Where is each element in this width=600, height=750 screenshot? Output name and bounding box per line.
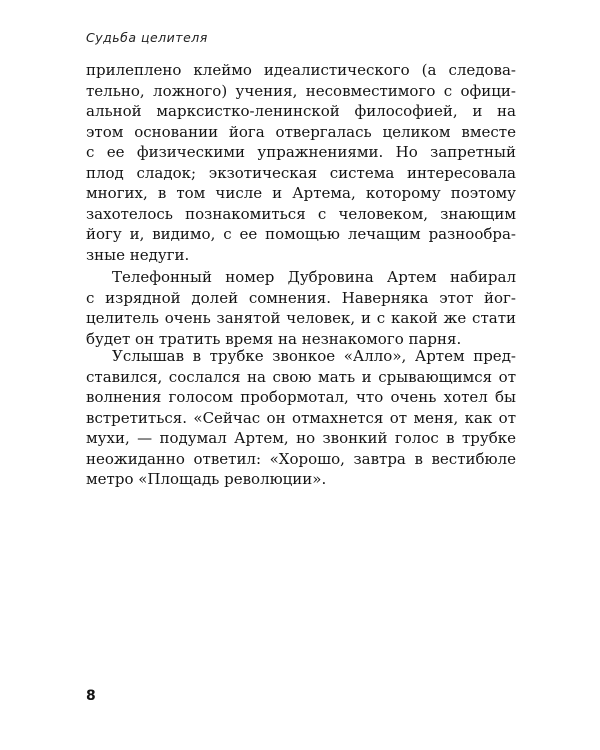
text-line: будет он тратить время на незнакомого парня. <box>86 329 462 348</box>
text-line: волнения голосом пробормотал, что очень хотел бы <box>86 388 516 406</box>
text-line: этом основании йога отвергалась целиком вместе <box>86 122 516 141</box>
text-line: неожиданно ответил: «Хорошо, завтра в вестибюле <box>86 449 516 468</box>
page-number: 8 <box>86 688 96 704</box>
paragraph-1 <box>86 60 516 265</box>
text-line: Телефонный номер Дубровина Артем набирал <box>112 268 516 286</box>
text-line: захотелось познакомиться с человеком, знающим <box>86 204 516 223</box>
text-line: Услышав в трубке звонкое «Алло», Артем пред- <box>112 347 516 365</box>
text-line: зные недуги. <box>86 245 190 264</box>
text-line: встретиться. «Сейчас он отмахнется от меня, как от <box>86 408 516 427</box>
paragraph-3 <box>86 346 516 490</box>
text-line: прилеплено клеймо идеалистического (а следова- <box>86 61 516 79</box>
text-line: йогу и, видимо, с ее помощью лечащим разнообра- <box>86 225 516 243</box>
text-line: с ее физическими упражнениями. Но запретный <box>86 143 516 161</box>
text-line: целитель очень занятой человек, и с какой же стати <box>86 309 516 327</box>
text-line: плод сладок; экзотическая система интересовала <box>86 163 516 182</box>
paragraph-2 <box>86 267 516 349</box>
text-line: многих, в том числе и Артема, которому поэтому <box>86 184 516 202</box>
text-line: тельно, ложного) учения, несовместимого с офици- <box>86 81 516 100</box>
running-head: Судьба целителя <box>86 30 208 45</box>
text-line: ставился, сослался на свою мать и срывающимся от <box>86 367 516 386</box>
text-line: мухи, — подумал Артем, но звонкий голос в трубке <box>86 429 516 447</box>
text-line: метро «Площадь революции». <box>86 470 327 488</box>
text-line: альной марксистко-ленинской философией, и на <box>86 102 516 120</box>
text-line: с изрядной долей сомнения. Наверняка этот йог- <box>86 288 516 307</box>
